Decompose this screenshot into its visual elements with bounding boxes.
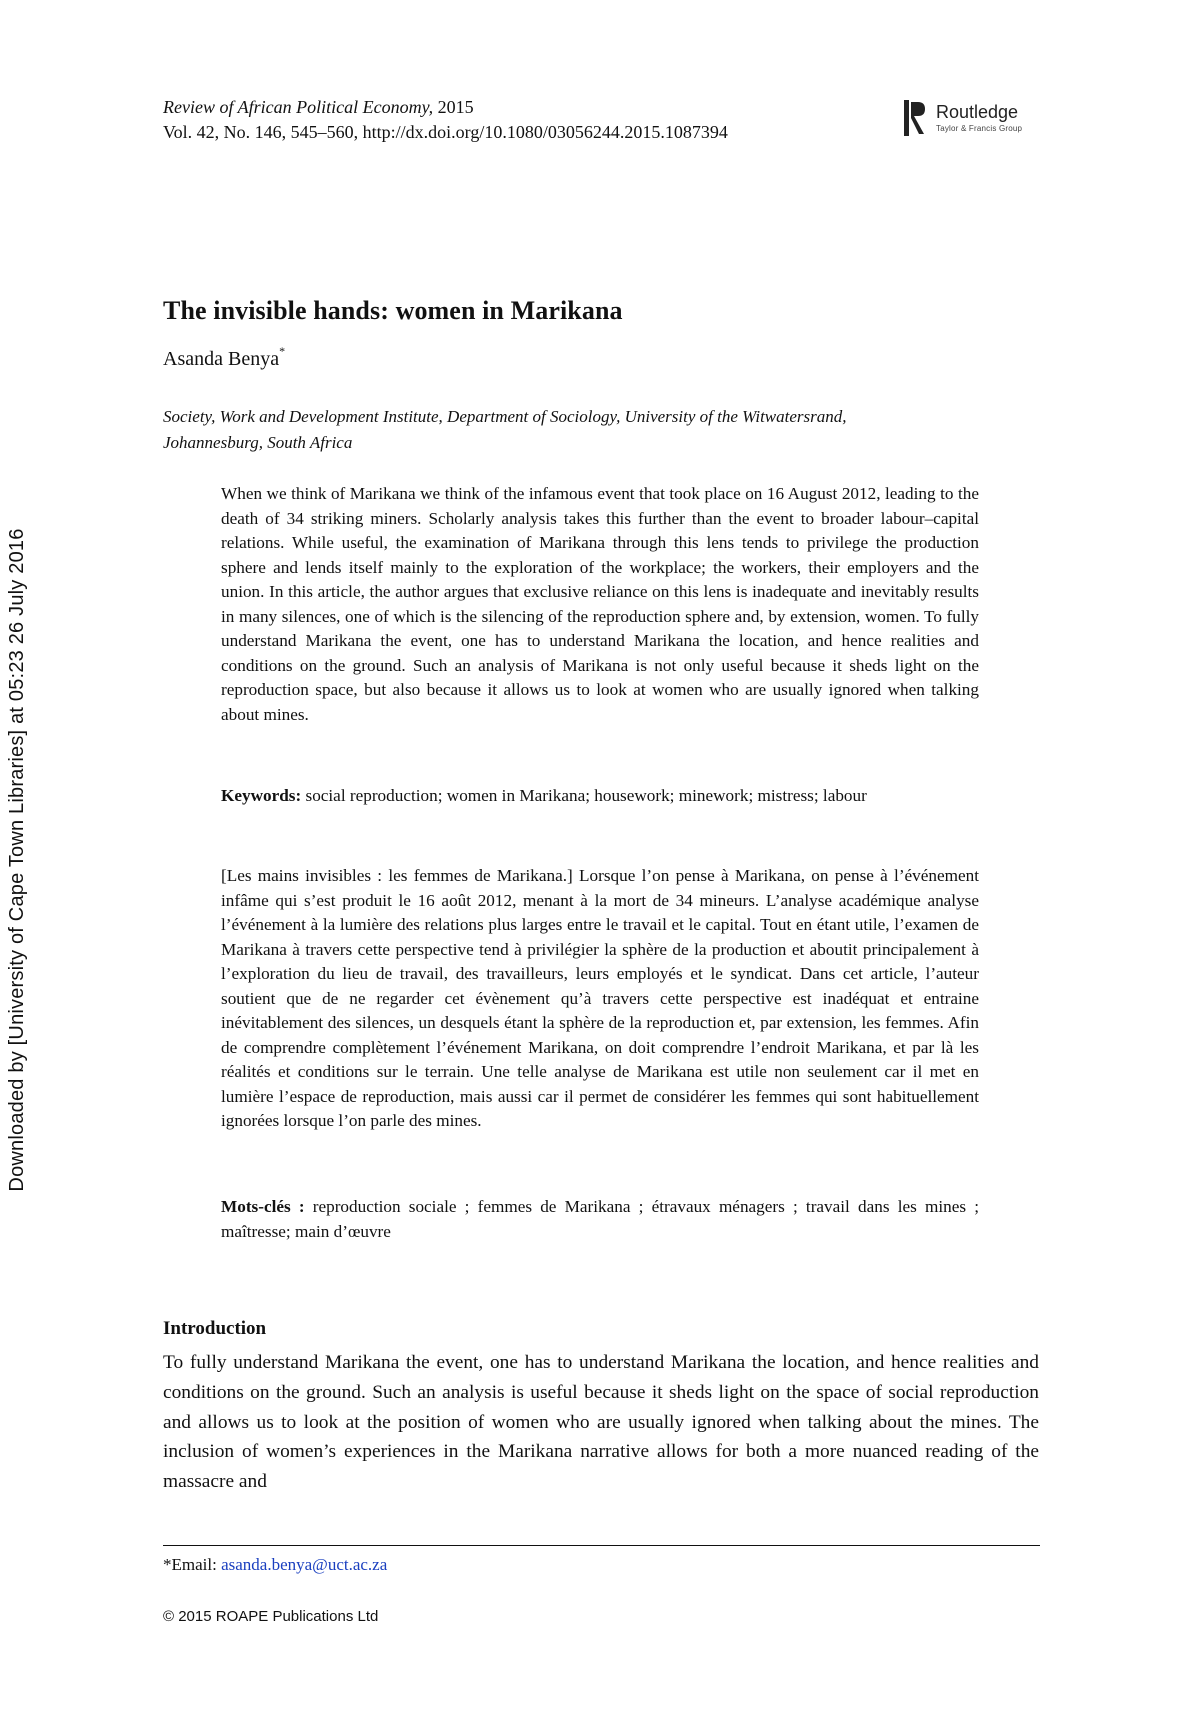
mots-cles-text: reproduction sociale ; femmes de Marikana ; étravaux ménagers ; travail dans les mines ; maîtresse; main d’œuvre bbox=[221, 1197, 979, 1241]
author-footnote bbox=[163, 1555, 387, 1575]
journal-header bbox=[163, 95, 728, 145]
citation-line[interactable]: Vol. 42, No. 146, 545–560, http://dx.doi.org/10.1080/03056244.2015.1087394 bbox=[163, 122, 728, 142]
author-line bbox=[163, 344, 286, 371]
keywords-label: Keywords: bbox=[221, 786, 302, 805]
author-footnote-mark[interactable]: * bbox=[279, 344, 286, 358]
author-email-link[interactable]: asanda.benya@uct.ac.za bbox=[221, 1555, 388, 1574]
publisher-logo bbox=[902, 98, 1022, 138]
author-affiliation: Society, Work and Development Institute, Department of Sociology, University of the Witwatersrand, Johannesburg, South Africa bbox=[163, 407, 847, 452]
introduction-heading: Introduction bbox=[163, 1318, 267, 1339]
routledge-logo-icon bbox=[902, 98, 928, 138]
mots-cles-label: Mots-clés : bbox=[221, 1197, 305, 1216]
introduction-body: To fully understand Marikana the event, one has to understand Marikana the location, and hence realities and conditions on the ground. Such an analysis is useful because it sheds light on the space of social reproduction and allows us to look at the position of women who are usually ignored when talking about the mines. The inclusion of women’s experiences in the Marikana narrative allows for both a more nuanced reading of the massacre and bbox=[163, 1352, 1039, 1493]
journal-year: 2015 bbox=[433, 97, 474, 117]
publisher-name: Routledge bbox=[936, 102, 1019, 122]
journal-name: Review of African Political Economy, bbox=[163, 97, 434, 117]
abstract-french: [Les mains invisibles : les femmes de Marikana.] Lorsque l’on pense à Marikana, on pense à l’événement infâme qui s’est produit le 16 août 2012, menant à la mort de 34 mineurs. L’analyse académique analyse l’événement à la lumière des relations plus larges entre le travail et le capital. Tout en étant utile, l’examen de Marikana à travers cette perspective tend à privilégier la sphère de la production et aboutit principalement à l’exploration du lieu de travail, des travailleurs, leurs employés et le syndicat. Dans cet article, l’auteur soutient que de ne regarder cet évènement qu’à travers cette perspective est inadéquat et entraine inévitablement des silences, un desquels étant la sphère de la reproduction et, par extension, les femmes. Afin de comprendre complètement l’événement Marikana, on doit comprendre l’endroit Marikana, et par là les réalités et conditions sur le terrain. Une telle analyse de Marikana est utile non seulement car il met en lumière l’espace de reproduction, mais aussi car il permet de considérer les femmes qui sont habituellement ignorées lorsque l’on parle des mines. bbox=[221, 866, 979, 1130]
footnote-divider bbox=[163, 1545, 1040, 1546]
author-name: Asanda Benya bbox=[163, 348, 280, 370]
download-watermark: Downloaded by [University of Cape Town Libraries] at 05:23 26 July 2016 bbox=[6, 528, 28, 1192]
abstract-english: When we think of Marikana we think of the infamous event that took place on 16 August 2012, leading to the death of 34 striking miners. Scholarly analysis takes this further than the event to broader labour–capital relations. While useful, the examination of Marikana through this lens tends to privilege the production sphere and lends itself mainly to the exploration of the workplace; the workers, their employers and the union. In this article, the author argues that exclusive reliance on this lens is inadequate and inevitably results in many silences, one of which is the silencing of the reproduction sphere and, by extension, women. To fully understand Marikana the event, one has to understand Marikana the location, and hence realities and conditions on the ground. Such an analysis of Marikana is not only useful because it sheds light on the reproduction space, but also because it allows us to look at women who are usually ignored when talking about mines. bbox=[221, 484, 979, 724]
keywords-english bbox=[221, 784, 979, 809]
keywords-text: social reproduction; women in Marikana; housework; minework; mistress; labour bbox=[301, 786, 867, 805]
publisher-subtitle: Taylor & Francis Group bbox=[936, 124, 1023, 133]
keywords-french bbox=[221, 1195, 979, 1244]
journal-title-line bbox=[163, 95, 728, 120]
copyright-notice: © 2015 ROAPE Publications Ltd bbox=[163, 1608, 379, 1625]
footnote-label: *Email: bbox=[163, 1555, 222, 1574]
article-title: The invisible hands: women in Marikana bbox=[163, 296, 623, 325]
